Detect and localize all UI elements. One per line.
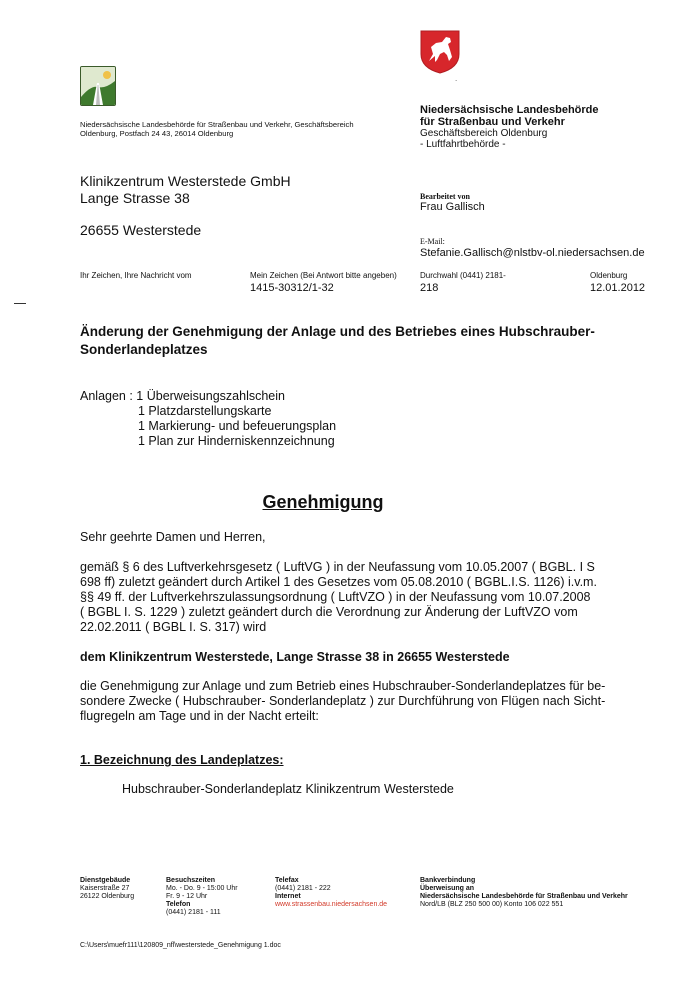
footer-label: Telefax xyxy=(275,877,299,884)
ref-ihr-zeichen xyxy=(80,271,192,281)
ihr-zeichen-label: Ihr Zeichen, Ihre Nachricht vom xyxy=(80,271,192,280)
bearbeiter-block xyxy=(420,192,485,214)
subject-line2: Sonderlandeplatzes xyxy=(80,342,208,357)
salutation: Sehr geehrte Damen und Herren, xyxy=(80,530,266,544)
email-value: Stefanie.Gallisch@nlstbv-ol.niedersachsen.de xyxy=(420,247,645,259)
email-block xyxy=(420,237,645,260)
ref-durchwahl xyxy=(420,271,506,295)
mein-zeichen-label: Mein Zeichen (Bei Antwort bitte angeben) xyxy=(250,271,397,280)
paragraph-line: 698 ff) zuletzt geändert durch Artikel 1 des Gesetzes vom 05.08.2010 ( BGBL.I.S. 1126) i.v.m. xyxy=(80,575,597,589)
section-1-heading: 1. Bezeichnung des Landeplatzes: xyxy=(80,753,284,767)
mein-zeichen-value: 1415-30312/1-32 xyxy=(250,282,334,294)
recipient-name: Klinikzentrum Westerstede GmbH xyxy=(80,173,291,189)
authority-department: - Luftfahrtbehörde - xyxy=(420,139,506,150)
authority-branch: Geschäftsbereich Oldenburg xyxy=(420,128,548,139)
footer-dienstgebaeude xyxy=(80,877,134,901)
paragraph-line: ( BGBL I. S. 1229 ) zuletzt geändert durch die Verordnung zur Änderung der LuftVZO vom xyxy=(80,605,578,619)
footer-text: Kaiserstraße 27 xyxy=(80,885,130,892)
subject-line1: Änderung der Genehmigung der Anlage und des Betriebes eines Hubschrauber- xyxy=(80,324,595,339)
subject-heading xyxy=(80,323,640,359)
footer-text: Mo. - Do. 9 - 15:00 Uhr xyxy=(166,885,238,892)
bearbeiter-value: Frau Gallisch xyxy=(420,201,485,213)
authority-block xyxy=(420,104,680,150)
footer-besuchszeiten xyxy=(166,877,238,917)
anlagen-item: 1 Plan zur Hinderniskennzeichnung xyxy=(138,434,335,448)
nlstbv-logo xyxy=(80,66,116,106)
recipient-city: 26655 Westerstede xyxy=(80,222,202,238)
durchwahl-value: 218 xyxy=(420,282,439,294)
footer-text: Überweisung an xyxy=(420,885,475,892)
anlagen-item: 1 Markierung- und befeuerungsplan xyxy=(138,419,337,433)
datum-value: 12.01.2012 xyxy=(590,282,646,294)
legal-basis-paragraph xyxy=(80,560,626,635)
email-label: E-Mail: xyxy=(420,237,445,246)
anlagen-item: 1 Platzdarstellungskarte xyxy=(138,404,272,418)
footer-telefax xyxy=(275,877,387,909)
paragraph-line: gemäß § 6 des Luftverkehrsgesetz ( LuftVG ) in der Neufassung vom 10.05.2007 ( BGBL. I S xyxy=(80,560,595,574)
grantee-line: dem Klinikzentrum Westerstede, Lange Strasse 38 in 26655 Westerstede xyxy=(80,650,510,664)
footer-label: Internet xyxy=(275,893,301,900)
footer-text: (0441) 2181 - 222 xyxy=(275,885,331,892)
recipient-street: Lange Strasse 38 xyxy=(80,190,190,206)
authority-name-line2: für Straßenbau und Verkehr xyxy=(420,116,565,128)
niedersachsen-crest-icon xyxy=(420,30,460,74)
footer-text: Niedersächsische Landesbehörde für Straßenbau und Verkehr xyxy=(420,893,628,900)
section-1-value: Hubschrauber-Sonderlandeplatz Klinikzentrum Westerstede xyxy=(122,782,454,796)
ref-datum xyxy=(590,271,645,295)
recipient-address xyxy=(80,173,291,239)
anlagen-label: Anlagen : xyxy=(80,389,137,403)
paragraph-line: flugregeln am Tage und in der Nacht erteilt: xyxy=(80,709,319,723)
footer-label: Telefon xyxy=(166,901,191,908)
footer-label: Besuchszeiten xyxy=(166,877,216,884)
footer-label: Bankverbindung xyxy=(420,877,476,884)
fold-mark xyxy=(14,303,26,304)
footer-label: Dienstgebäude xyxy=(80,877,131,884)
ort-label: Oldenburg xyxy=(590,271,628,280)
paragraph-line: 22.02.2011 ( BGBL I. S. 317) wird xyxy=(80,620,267,634)
footer-text: Fr. 9 - 12 Uhr xyxy=(166,893,208,900)
paragraph-line: die Genehmigung zur Anlage und zum Betrieb eines Hubschrauber-Sonderlandeplatzes für be- xyxy=(80,679,606,693)
file-path: C:\Users\muefr111\120809_nfl\westerstede_Genehmigung 1.doc xyxy=(80,942,281,949)
sender-address-line: Niedersächsische Landesbehörde für Straßenbau und Verkehr, Geschäftsbereich Oldenburg, Postfach 24 43, 26014 Oldenburg xyxy=(80,120,354,138)
grant-paragraph xyxy=(80,679,626,724)
paragraph-line: §§ 49 ff. der Luftverkehrszulassungsordnung ( LuftVZO ) in der Neufassung vom 10.07.2008 xyxy=(80,590,591,604)
document-title: Genehmigung xyxy=(262,492,384,512)
crest-mark: . xyxy=(455,74,458,83)
anlagen-item: 1 Überweisungszahlschein xyxy=(136,389,285,403)
footer-text: Nord/LB (BLZ 250 500 00) Konto 106 022 551 xyxy=(420,901,564,908)
footer-bank xyxy=(420,877,628,909)
footer-text: (0441) 2181 - 111 xyxy=(166,909,221,916)
anlagen-list xyxy=(80,389,336,449)
paragraph-line: sondere Zwecke ( Hubschrauber- Sonderlandeplatz ) zur Durchführung von Flügen nach Sicht- xyxy=(80,694,606,708)
ref-mein-zeichen xyxy=(250,271,397,295)
durchwahl-label: Durchwahl (0441) 2181- xyxy=(420,271,506,280)
authority-name-line1: Niedersächsische Landesbehörde xyxy=(420,104,599,116)
footer-text: 26122 Oldenburg xyxy=(80,893,135,900)
bearbeiter-label: Bearbeitet von xyxy=(420,192,470,201)
website-link[interactable]: www.strassenbau.niedersachsen.de xyxy=(275,901,388,908)
